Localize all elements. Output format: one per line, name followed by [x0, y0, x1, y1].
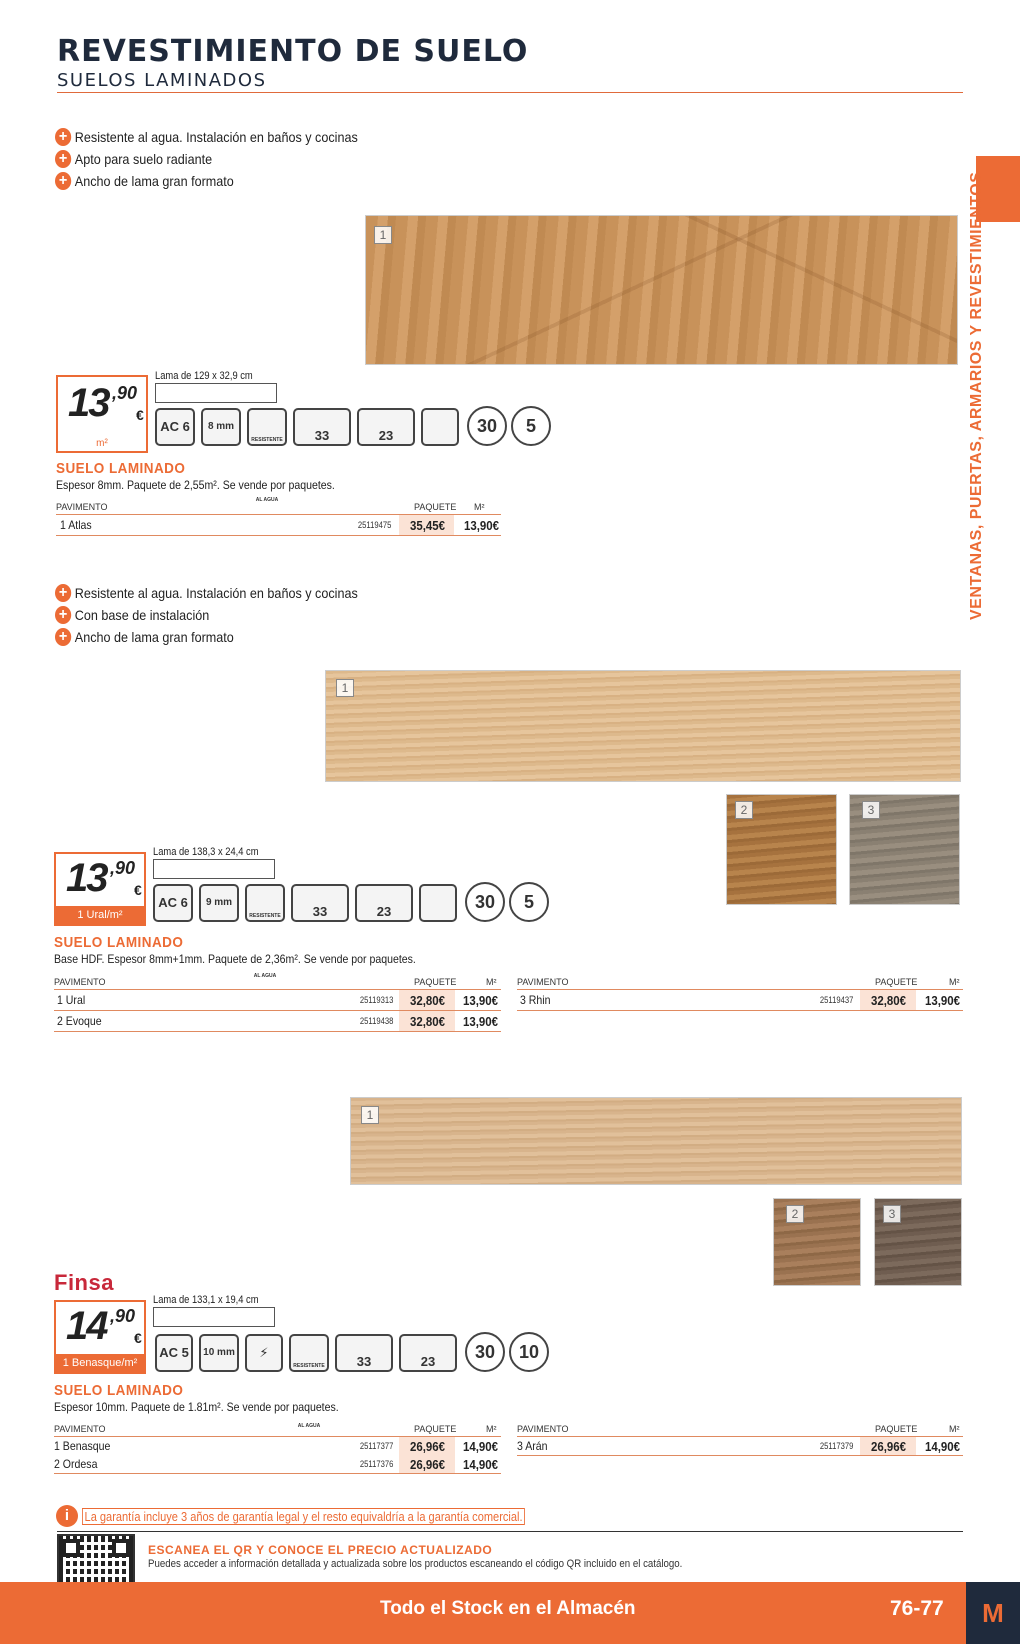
- swatch-number: 2: [735, 801, 753, 819]
- product-swatch-aran[interactable]: [874, 1198, 962, 1286]
- feature-item: + Con base de instalación: [55, 604, 358, 626]
- warranty-domestic-badge: 30: [467, 406, 507, 446]
- product-description: Espesor 8mm. Paquete de 2,55m². Se vende por paquetes.: [56, 478, 335, 492]
- feature-item: + Ancho de lama gran formato: [55, 626, 358, 648]
- product-description: Base HDF. Espesor 8mm+1mm. Paquete de 2,36m². Se vende por paquetes.: [54, 952, 416, 966]
- water-resistant-icon: RESISTENTE AL AGUA: [289, 1334, 329, 1372]
- brand-logo-icon: M: [966, 1582, 1020, 1644]
- price-unit: 1 Ural/m²: [56, 906, 144, 924]
- warranty-commercial-badge: 10: [509, 1332, 549, 1372]
- price-integer: 14: [66, 1304, 107, 1348]
- plus-icon: +: [55, 606, 71, 624]
- swatch-number: 3: [883, 1205, 901, 1223]
- table-row[interactable]: 1 Ural 25119313 32,80€ 13,90€: [54, 990, 501, 1010]
- lama-size-label: Lama de 138,3 x 24,4 cm: [153, 846, 259, 858]
- side-category-label: VENTANAS, PUERTAS, ARMARIOS Y REVESTIMIENTOS: [968, 171, 985, 620]
- plus-icon: +: [55, 128, 71, 146]
- price-integer: 13: [66, 856, 107, 900]
- price-tag: [56, 375, 148, 453]
- domestic-use-icon: 33: [293, 408, 351, 446]
- water-resistant-icon: RESISTENTE AL AGUA: [247, 408, 287, 446]
- product-table-right: PAVIMENTO PAQUETE M² 3 Arán 25117379 26,96€ 14,90€: [517, 1424, 963, 1456]
- table-divider: [56, 535, 501, 536]
- page-numbers: 76-77: [890, 1597, 944, 1620]
- page-title: REVESTIMIENTO DE SUELO: [57, 34, 529, 69]
- product-swatch-ordesa[interactable]: [773, 1198, 861, 1286]
- swatch-number: 2: [786, 1205, 804, 1223]
- plus-icon: +: [55, 628, 71, 646]
- table-header-pavimento: PAVIMENTO: [56, 502, 108, 512]
- swatch-number: 1: [361, 1106, 379, 1124]
- price-tag: [54, 852, 146, 926]
- table-row[interactable]: 1 Benasque 25117377 26,96€ 14,90€: [54, 1439, 498, 1454]
- commercial-use-icon: 23: [355, 884, 413, 922]
- table-row[interactable]: 3 Arán 25117379 26,96€ 14,90€: [517, 1439, 960, 1454]
- product-image-benasque[interactable]: [350, 1097, 962, 1185]
- table-row[interactable]: 1 Atlas 25119475 35,45€ 13,90€: [56, 515, 501, 535]
- plus-icon: +: [55, 584, 71, 602]
- price-unit: m²: [96, 438, 108, 449]
- feature-item: + Ancho de lama gran formato: [55, 170, 358, 192]
- price-integer: 13: [68, 381, 109, 425]
- price-tag: [54, 1300, 146, 1374]
- warranty-domestic-badge: 30: [465, 1332, 505, 1372]
- swatch-number: 1: [374, 226, 392, 244]
- warranty-note: [56, 1505, 603, 1527]
- ac-rating-icon: AC 6: [155, 408, 195, 446]
- price-currency: €: [134, 1330, 142, 1346]
- price-currency: €: [136, 407, 144, 423]
- product-name: SUELO LAMINADO: [56, 460, 186, 477]
- footer-slogan: Todo el Stock en el Almacén: [380, 1598, 636, 1619]
- page-subtitle: SUELOS LAMINADOS: [57, 70, 267, 91]
- warranty-text: La garantía incluye 3 años de garantía legal y el resto equivaldría a la garantía comercial.: [82, 1508, 525, 1525]
- warranty-commercial-badge: 5: [509, 882, 549, 922]
- table-row[interactable]: 3 Rhin 25119437 32,80€ 13,90€: [517, 990, 963, 1010]
- product-swatch-evoque[interactable]: [726, 794, 837, 905]
- edge-profile-icon: [419, 884, 457, 922]
- feature-item: + Resistente al agua. Instalación en baños y cocinas: [55, 126, 358, 148]
- product-table: PAVIMENTO PAQUETE M² 1 Ural 25119313 32,80€ 13,90€ 2 Evoque 25119438 32,80€ 13,90€: [54, 977, 501, 1032]
- plus-icon: +: [55, 150, 71, 168]
- price-decimal: ,90: [110, 1306, 136, 1326]
- warranty-commercial-badge: 5: [511, 406, 551, 446]
- domestic-use-icon: 33: [291, 884, 349, 922]
- product-table: PAVIMENTO PAQUETE M² 1 Benasque 25117377 26,96€ 14,90€ 2 Ordesa 25117376 26,96€ 14,90€: [54, 1424, 501, 1474]
- table-header-paquete: PAQUETE: [414, 502, 457, 512]
- thickness-icon: 8 mm: [201, 408, 241, 446]
- price-currency: €: [134, 882, 142, 898]
- price-decimal: ,90: [112, 383, 138, 403]
- edge-profile-icon: [421, 408, 459, 446]
- commercial-use-icon: 23: [357, 408, 415, 446]
- warranty-domestic-badge: 30: [465, 882, 505, 922]
- table-row[interactable]: 2 Evoque 25119438 32,80€ 13,90€: [54, 1011, 501, 1031]
- commercial-use-icon: 23: [399, 1334, 457, 1372]
- table-header-m2: M²: [474, 502, 485, 512]
- brand-logo-finsa: Finsa: [54, 1270, 114, 1295]
- swatch-number: 3: [862, 801, 880, 819]
- product-name: SUELO LAMINADO: [54, 934, 184, 951]
- lama-size-box: [153, 859, 275, 879]
- antistatic-icon: ⚡: [245, 1334, 283, 1372]
- qr-description: Puedes acceder a información detallada y actualizada sobre los productos escaneando el código QR incluido en el catálogo.: [148, 1558, 683, 1570]
- plus-icon: +: [55, 172, 71, 190]
- product-name: SUELO LAMINADO: [54, 1382, 184, 1399]
- qr-title: ESCANEA EL QR Y CONOCE EL PRECIO ACTUALIZADO: [148, 1543, 493, 1557]
- lama-size-label: Lama de 133,1 x 19,4 cm: [153, 1294, 259, 1306]
- product-image-ural[interactable]: [325, 670, 961, 782]
- info-icon: i: [56, 1505, 78, 1527]
- product-description: Espesor 10mm. Paquete de 1.81m². Se vende por paquetes.: [54, 1400, 339, 1414]
- thickness-icon: 9 mm: [199, 884, 239, 922]
- swatch-number: 1: [336, 679, 354, 697]
- product-image-atlas[interactable]: [365, 215, 958, 365]
- lama-size-box: [155, 383, 277, 403]
- price-decimal: ,90: [110, 858, 136, 878]
- lama-size-label: Lama de 129 x 32,9 cm: [155, 370, 253, 382]
- ac-rating-icon: AC 6: [153, 884, 193, 922]
- product-table: [56, 502, 501, 536]
- header-divider: [57, 92, 963, 93]
- thickness-icon: 10 mm: [199, 1334, 239, 1372]
- product-table-right: PAVIMENTO PAQUETE M² 3 Rhin 25119437 32,80€ 13,90€: [517, 977, 963, 1011]
- domestic-use-icon: 33: [335, 1334, 393, 1372]
- feature-item: + Apto para suelo radiante: [55, 148, 358, 170]
- qr-divider: [57, 1531, 963, 1532]
- table-row[interactable]: 2 Ordesa 25117376 26,96€ 14,90€: [54, 1457, 498, 1472]
- feature-list: [55, 126, 391, 192]
- ac-rating-icon: AC 5: [155, 1334, 193, 1372]
- feature-list: [55, 582, 391, 648]
- price-unit: 1 Benasque/m²: [56, 1354, 144, 1372]
- product-swatch-rhin[interactable]: [849, 794, 960, 905]
- feature-item: + Resistente al agua. Instalación en baños y cocinas: [55, 582, 358, 604]
- water-resistant-icon: RESISTENTE AL AGUA: [245, 884, 285, 922]
- lama-size-box: [153, 1307, 275, 1327]
